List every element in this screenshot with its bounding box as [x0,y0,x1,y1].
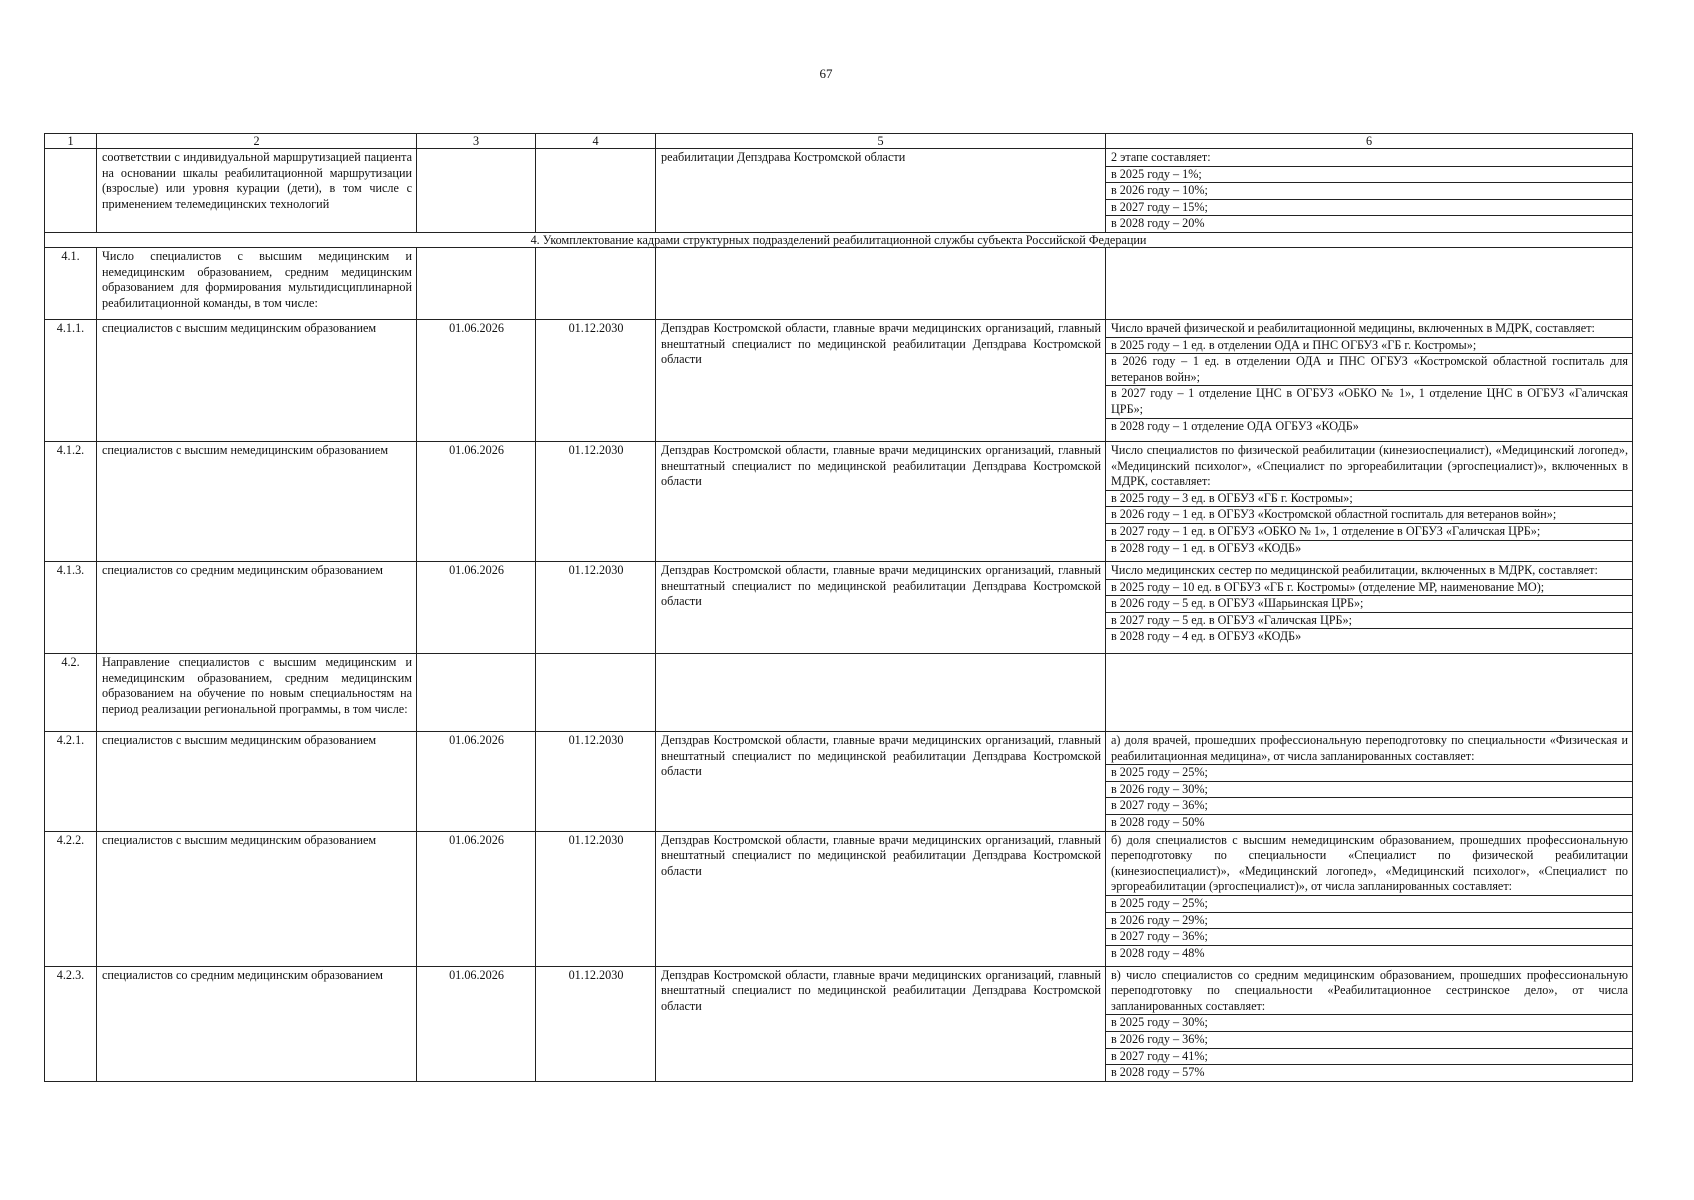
column-header-row [45,134,1633,149]
result-line: в 2025 году – 1 ед. в отделении ОДА и ПНС ОГБУЗ «ГБ г. Костромы»; [1106,338,1632,355]
table-row [45,441,1633,561]
end-date [536,653,656,731]
result-line: в 2027 году – 1 ед. в ОГБУЗ «ОБКО № 1», 1 отделение в ОГБУЗ «Галичская ЦРБ»; [1106,524,1632,541]
result-line: а) доля врачей, прошедших профессиональную переподготовку по специальности «Физическая и реабилитационная медицина», от числа запланированных составляет: [1106,733,1632,765]
expected-result [1106,441,1633,561]
result-line: в 2026 году – 1 ед. в ОГБУЗ «Костромской областной госпиталь для ветеранов войн»; [1106,507,1632,524]
page-number: 67 [819,66,833,81]
responsible-executors: Депздрав Костромской области, главные врачи медицинских организаций, главный внештатный специалист по медицинской реабилитации Депздрава Костромской области [656,731,1106,831]
table-row [45,561,1633,653]
activity-name: специалистов с высшим медицинским образованием [97,731,417,831]
row-number: 4.2.2. [45,831,97,966]
row-number: 4.2.3. [45,966,97,1081]
result-line: в 2025 году – 10 ед. в ОГБУЗ «ГБ г. Костромы» (отделение МР, наименование МО); [1106,580,1632,597]
result-line: в 2027 году – 15%; [1106,200,1632,217]
start-date: 01.06.2026 [417,731,536,831]
result-line: Число специалистов по физической реабилитации (кинезиоспециалист), «Медицинский логопед», «Медицинский психолог», «Специалист по эргореабилитации (эргоспециалист)», включенных в МДРК, составляет: [1106,443,1632,491]
table-row [45,731,1633,831]
table-row [45,966,1633,1081]
result-line: в 2027 году – 1 отделение ЦНС в ОГБУЗ «ОБКО № 1», 1 отделение ЦНС в ОГБУЗ «Галичская ЦРБ»; [1106,386,1632,418]
result-line: в 2026 году – 36%; [1106,1032,1632,1049]
result-line: в 2025 году – 3 ед. в ОГБУЗ «ГБ г. Костромы»; [1106,491,1632,508]
result-line: в 2027 году – 36%; [1106,798,1632,815]
column-header: 3 [417,134,536,149]
result-line: Число врачей физической и реабилитационной медицины, включенных в МДРК, составляет: [1106,321,1632,338]
responsible-executors: Депздрав Костромской области, главные врачи медицинских организаций, главный внештатный специалист по медицинской реабилитации Депздрава Костромской области [656,561,1106,653]
activity-name: специалистов с высшим немедицинским образованием [97,441,417,561]
expected-result [1106,561,1633,653]
responsible-executors: Депздрав Костромской области, главные врачи медицинских организаций, главный внештатный специалист по медицинской реабилитации Депздрава Костромской области [656,319,1106,441]
expected-result [1106,319,1633,441]
responsible-executors [656,653,1106,731]
table-row [45,653,1633,731]
result-line: в 2027 году – 41%; [1106,1049,1632,1066]
end-date: 01.12.2030 [536,831,656,966]
end-date: 01.12.2030 [536,966,656,1081]
result-line: в 2027 году – 36%; [1106,929,1632,946]
expected-result [1106,966,1633,1081]
activity-name: специалистов со средним медицинским образованием [97,966,417,1081]
result-line: в 2027 году – 5 ед. в ОГБУЗ «Галичская ЦРБ»; [1106,613,1632,630]
result-line: в) число специалистов со средним медицинским образованием, прошедших профессиональную переподготовку по специальности «Реабилитационное сестринское дело», от числа запланированных составляет: [1106,968,1632,1016]
activity-name: Направление специалистов с высшим медицинским и немедицинским образованием, средним медицинским образованием на обучение по новым специальностям на период реализации региональной программы, в том числе: [97,653,417,731]
activity-name: специалистов с высшим медицинским образованием [97,319,417,441]
activity-name: специалистов с высшим медицинским образованием [97,831,417,966]
expected-result [1106,247,1633,319]
result-line: в 2026 году – 1 ед. в отделении ОДА и ПНС ОГБУЗ «Костромской областной госпиталь для ветеранов войн»; [1106,354,1632,386]
result-line: в 2026 году – 30%; [1106,782,1632,799]
responsible-executors: реабилитации Депздрава Костромской области [656,149,1106,233]
result-line: в 2025 году – 1%; [1106,167,1632,184]
row-number: 4.2.1. [45,731,97,831]
end-date [536,247,656,319]
result-line: в 2028 году – 4 ед. в ОГБУЗ «КОДБ» [1111,629,1302,644]
result-line: в 2028 году – 1 ед. в ОГБУЗ «КОДБ» [1111,540,1302,555]
end-date: 01.12.2030 [536,319,656,441]
result-line: в 2028 году – 57% [1111,1065,1205,1080]
start-date [417,247,536,319]
row-number: 4.2. [45,653,97,731]
column-header: 6 [1106,134,1633,149]
result-line: в 2026 году – 5 ед. в ОГБУЗ «Шарьинская ЦРБ»; [1106,596,1632,613]
responsible-executors: Депздрав Костромской области, главные врачи медицинских организаций, главный внештатный специалист по медицинской реабилитации Депздрава Костромской области [656,966,1106,1081]
activity-name: Число специалистов с высшим медицинским и немедицинским образованием, средним медицинским образованием для формирования мультидисциплинарной реабилитационной команды, в том числе: [97,247,417,319]
table-row [45,149,1633,233]
end-date [536,149,656,233]
row-number: 4.1.3. [45,561,97,653]
table-row [45,319,1633,441]
result-line: в 2026 году – 29%; [1106,913,1632,930]
row-number [45,149,97,233]
table-row [45,247,1633,319]
column-header: 1 [45,134,97,149]
expected-result [1106,731,1633,831]
start-date [417,653,536,731]
row-number: 4.1.2. [45,441,97,561]
result-line: в 2028 году – 50% [1111,814,1205,829]
column-header: 2 [97,134,417,149]
end-date: 01.12.2030 [536,731,656,831]
result-line: Число медицинских сестер по медицинской реабилитации, включенных в МДРК, составляет: [1106,563,1632,580]
row-number: 4.1. [45,247,97,319]
activity-name: соответствии с индивидуальной маршрутизацией пациента на основании шкалы реабилитационной маршрутизации (взрослые) или уровня курации (дети), в том числе с применением телемедицинских технологий [97,149,417,233]
start-date: 01.06.2026 [417,561,536,653]
expected-result [1106,149,1633,233]
row-number: 4.1.1. [45,319,97,441]
start-date [417,149,536,233]
result-line: в 2026 году – 10%; [1106,183,1632,200]
expected-result [1106,831,1633,966]
responsible-executors: Депздрав Костромской области, главные врачи медицинских организаций, главный внештатный специалист по медицинской реабилитации Депздрава Костромской области [656,831,1106,966]
start-date: 01.06.2026 [417,441,536,561]
activities-table [44,133,1633,1082]
result-line: в 2028 году – 1 отделение ОДА ОГБУЗ «КОДБ» [1111,418,1359,433]
result-line: в 2025 году – 25%; [1106,896,1632,913]
responsible-executors [656,247,1106,319]
start-date: 01.06.2026 [417,319,536,441]
end-date: 01.12.2030 [536,441,656,561]
column-header: 5 [656,134,1106,149]
result-line: в 2028 году – 20% [1111,216,1205,231]
column-header: 4 [536,134,656,149]
expected-result [1106,653,1633,731]
section-title: 4. Укомплектование кадрами структурных подразделений реабилитационной службы субъекта Российской Федерации [45,232,1633,247]
start-date: 01.06.2026 [417,966,536,1081]
start-date: 01.06.2026 [417,831,536,966]
activity-name: специалистов со средним медицинским образованием [97,561,417,653]
table-row [45,831,1633,966]
result-line: в 2025 году – 25%; [1106,765,1632,782]
end-date: 01.12.2030 [536,561,656,653]
result-line: б) доля специалистов с высшим немедицинским образованием, прошедших профессиональную переподготовку по специальности «Специалист по физической реабилитации (кинезиоспециалист)», «Медицинский логопед», «Медицинский психолог», «Специалист по эргореабилитации (эргоспециалист)», от числа запланированных составляет: [1106,833,1632,896]
result-line: в 2028 году – 48% [1111,945,1205,960]
responsible-executors: Депздрав Костромской области, главные врачи медицинских организаций, главный внештатный специалист по медицинской реабилитации Депздрава Костромской области [656,441,1106,561]
section-row [45,232,1633,247]
result-line: в 2025 году – 30%; [1106,1015,1632,1032]
result-line: 2 этапе составляет: [1106,150,1632,167]
